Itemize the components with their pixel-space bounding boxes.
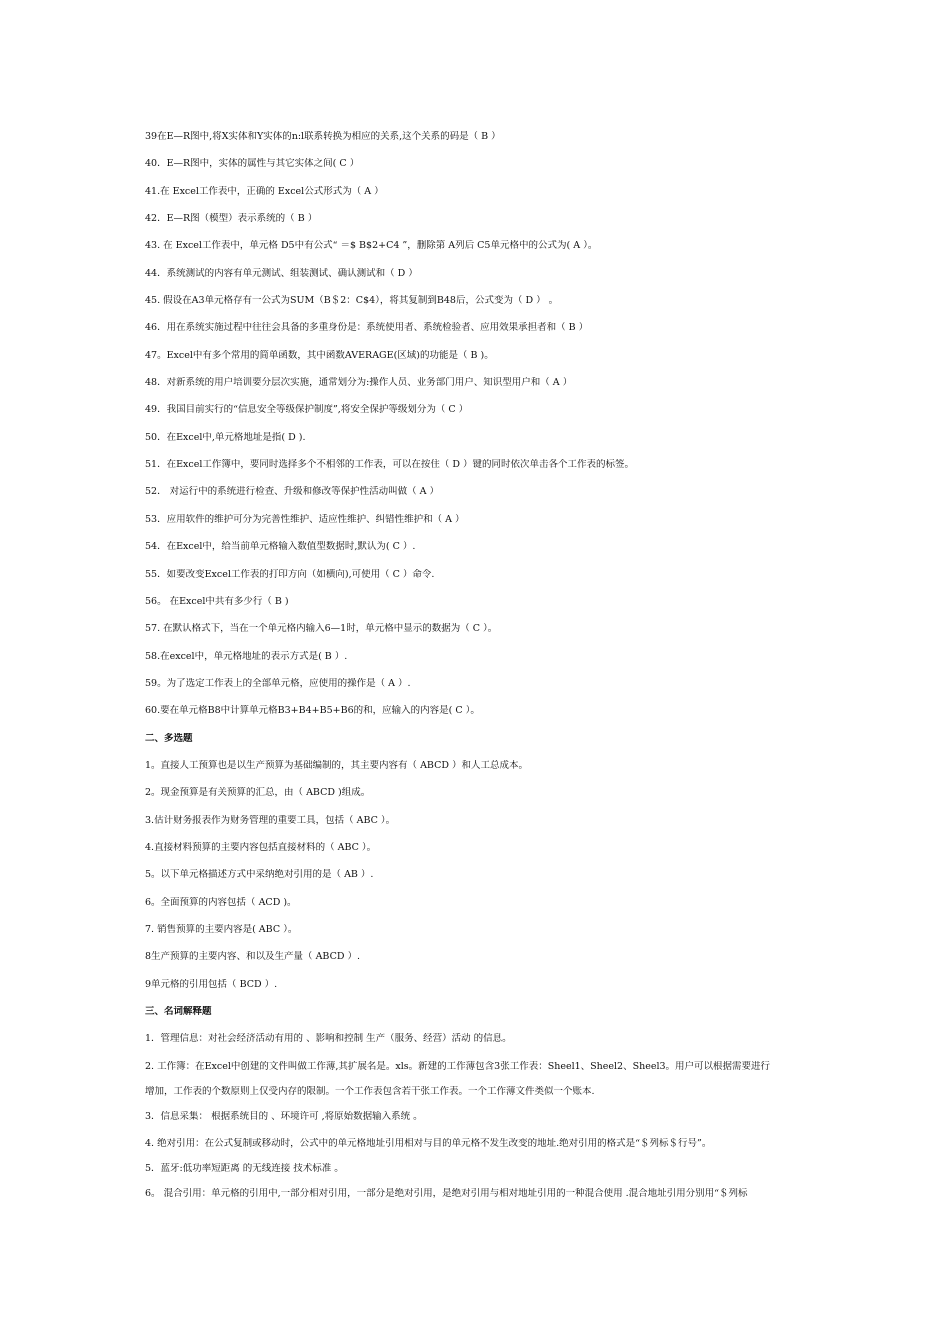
- question-59: 59。为了选定工作表上的全部单元格，应使用的操作是（ A ）.: [145, 678, 411, 689]
- question-49: 49．我国目前实行的“信息安全等级保护制度”,将安全保护等级划分为（ C ）: [145, 404, 469, 415]
- question-42: 42．E—R图（模型）表示系统的（ B ）: [145, 213, 318, 224]
- question-51: 51．在Excel工作簿中，要同时选择多个不相邻的工作表，可以在按住（ D ）键的同时依次单击各个工作表的标签。: [145, 459, 635, 470]
- question-41: 41.在 Excel工作表中，正确的 Excel公式形式为（ A ）: [145, 186, 384, 197]
- multi-question-7: 7. 销售预算的主要内容是( ABC ）。: [145, 924, 298, 935]
- multi-question-8: 8生产预算的主要内容、和以及生产量（ ABCD ）.: [145, 951, 361, 962]
- question-52: 52． 对运行中的系统进行检查、升级和修改等保护性活动叫做（ A ）: [145, 486, 440, 497]
- question-54: 54．在Excel中，给当前单元格输入数值型数据时,默认为( C ）.: [145, 541, 416, 552]
- term-5: 5．蓝牙:低功率短距离 的无线连接 技术标准 。: [145, 1163, 344, 1174]
- multi-question-9: 9单元格的引用包括（ BCD ）.: [145, 979, 278, 990]
- question-46: 46．用在系统实施过程中往往会具备的多重身份是：系统使用者、系统检验者、应用效果承担者和（ B ）: [145, 322, 589, 333]
- question-48: 48．对新系统的用户培训要分层次实施，通常划分为:操作人员、业务部门用户、知识型用户和（ A ）: [145, 377, 573, 388]
- multi-question-1: 1。直接人工预算也是以生产预算为基础编制的，其主要内容有（ ABCD ）和人工总成本。: [145, 760, 528, 771]
- term-2-continued: 增加，工作表的个数原则上仅受内存的限制。一个工作表包含若干张工作表。一个工作薄文件类似一个账本.: [145, 1086, 595, 1097]
- section-heading-terms: 三、名词解释题: [145, 1006, 212, 1017]
- multi-question-2: 2。现金预算是有关预算的汇总，由（ ABCD )组成。: [145, 787, 371, 798]
- term-6: 6。 混合引用：单元格的引用中,一部分相对引用，一部分是绝对引用，是绝对引用与相对地址引用的一种混合使用 .混合地址引用分别用“＄列标: [145, 1188, 748, 1199]
- question-57: 57. 在默认格式下，当在一个单元格内输入6—1时，单元格中显示的数据为（ C ）。: [145, 623, 498, 634]
- question-47: 47。Excel中有多个常用的简单函数，其中函数AVERAGE(区域)的功能是（ B )。: [145, 350, 494, 361]
- question-58: 58.在excel中，单元格地址的表示方式是( B ）.: [145, 651, 348, 662]
- question-44: 44．系统测试的内容有单元测试、组装测试、确认测试和（ D ）: [145, 268, 418, 279]
- multi-question-6: 6。全面预算的内容包括（ ACD )。: [145, 897, 297, 908]
- question-50: 50．在Excel中,单元格地址是指( D ).: [145, 432, 306, 443]
- section-heading-multi-choice: 二、多选题: [145, 733, 193, 744]
- term-1: 1．管理信息：对社会经济活动有用的 、影响和控制 生产（服务、经营）活动 的信息。: [145, 1033, 512, 1044]
- term-4: 4. 绝对引用：在公式复制或移动时，公式中的单元格地址引用相对与目的单元格不发生改变的地址.绝对引用的格式是“＄列标＄行号”。: [145, 1138, 712, 1149]
- question-40: 40．E—R图中，实体的属性与其它实体之间( C ）: [145, 158, 360, 169]
- question-55: 55．如要改变Excel工作表的打印方向（如横向),可使用（ C ）命令.: [145, 569, 435, 580]
- multi-question-5: 5。以下单元格描述方式中采纳绝对引用的是（ AB ）.: [145, 869, 374, 880]
- multi-question-4: 4.直接材料预算的主要内容包括直接材料的（ ABC ）。: [145, 842, 377, 853]
- question-53: 53．应用软件的维护可分为完善性维护、适应性维护、纠错性维护和（ A ）: [145, 514, 465, 525]
- question-60: 60.要在单元格B8中计算单元格B3+B4+B5+B6的和，应输入的内容是( C ）。: [145, 705, 480, 716]
- multi-question-3: 3.估计财务报表作为财务管理的重要工具，包括（ ABC ）。: [145, 815, 396, 826]
- question-56: 56。 在Excel中共有多少行（ B ): [145, 596, 289, 607]
- question-45: 45. 假设在A3单元格存有一公式为SUM（B＄2：C$4），将其复制到B48后，公式变为（ D ） 。: [145, 295, 559, 306]
- term-3: 3．信息采集： 根据系统目的 、环境许可 ,将原始数据输入系统 。: [145, 1111, 423, 1122]
- term-2: 2. 工作簿：在Excel中创建的文件叫做工作薄,其扩展名是。xls。新建的工作薄包含3张工作表：Sheel1、Sheel2、Sheel3。用户可以根据需要进行: [145, 1061, 771, 1072]
- question-43: 43. 在 Excel工作表中，单元格 D5中有公式“ ＝$ B$2+C4 ”，删除第 A列后 C5单元格中的公式为( A ）。: [145, 240, 598, 251]
- question-39: 39在E—R图中,将X实体和Y实体的n:l联系转换为相应的关系,这个关系的码是（ B ）: [145, 131, 501, 142]
